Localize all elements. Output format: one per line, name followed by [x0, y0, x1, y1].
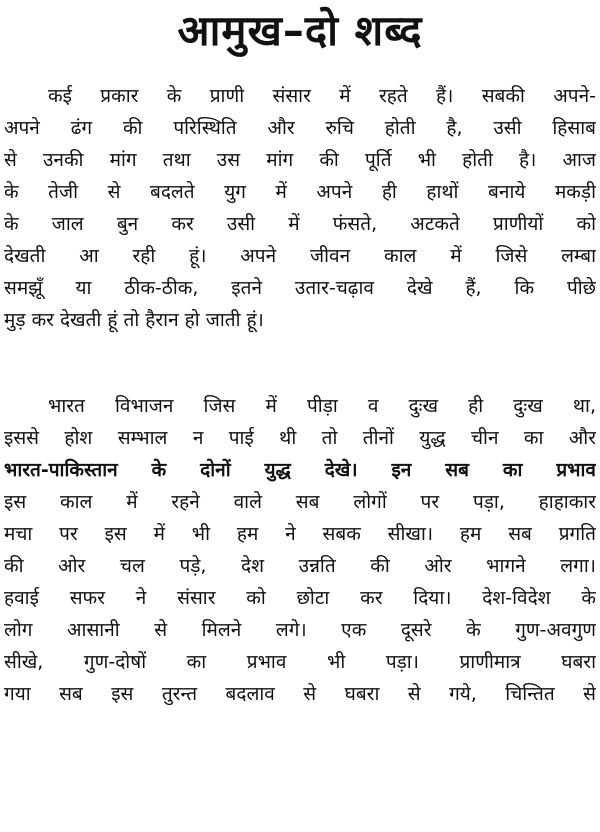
paragraph-1-line-6: देखती आ रही हूं। अपने जीवन काल में जिसे लम्बा: [4, 245, 596, 267]
paragraph-1-line-5: के जाल बुन कर उसी में फंसते, अटकते प्राणीयों को: [4, 213, 596, 235]
paragraph-2-line-7: हवाई सफर ने संसार को छोटा कर दिया। देश-विदेश के: [4, 587, 596, 609]
paragraph-1-line-2: अपने ढंग की परिस्थिति और रुचि होती है, उसी हिसाब: [4, 117, 596, 139]
paragraph-2-line-8: लोग आसानी से मिलने लगे। एक दूसरे के गुण-अवगुण: [4, 619, 596, 641]
paragraph-1-line-3: से उनकी मांग तथा उस मांग की पूर्ति भी होती है। आज: [4, 149, 596, 171]
paragraph-2-line-6: की ओर चल पड़े, देश उन्नति की ओर भागने लगा।: [4, 555, 596, 577]
paragraph-2-line-1: भारत विभाजन जिस में पीड़ा व दुःख ही दुःख था,: [48, 395, 596, 417]
paragraph-2-line-5: मचा पर इस में भी हम ने सबक सीखा। हम सब प्रगति: [4, 523, 596, 545]
paragraph-2-line-4: इस काल में रहने वाले सब लोगों पर पड़ा, हाहाकार: [4, 491, 596, 513]
paragraph-1-line-1: कई प्रकार के प्राणी संसार में रहते हैं। सबकी अपने-: [48, 85, 596, 107]
paragraph-2-line-3: भारत-पाकिस्तान के दोनों युद्ध देखे। इन सब का प्रभाव: [4, 459, 596, 481]
paragraph-2-line-2: इससे होश सम्भाल न पाई थी तो तीनों युद्ध चीन का और: [4, 427, 596, 449]
paragraph-1-line-4: के तेजी से बदलते युग में अपने ही हाथों बनाये मकड़ी: [4, 181, 596, 203]
page-title: आमुख–दो शब्द: [177, 6, 423, 55]
paragraph-1-line-7: समझूँ या ठीक-ठीक, इतने उतार-चढ़ाव देखे हैं, कि पीछे: [4, 277, 596, 299]
paragraph-2-line-9: सीखे, गुण-दोषों का प्रभाव भी पड़ा। प्राणीमात्र घबरा: [4, 651, 596, 673]
paragraph-2-line-10: गया सब इस तुरन्त बदलाव से घबरा से गये, चिन्तित से: [4, 683, 596, 705]
paragraph-1-line-8: मुड़ कर देखती हूं तो हैरान हो जाती हूं।: [4, 309, 264, 331]
